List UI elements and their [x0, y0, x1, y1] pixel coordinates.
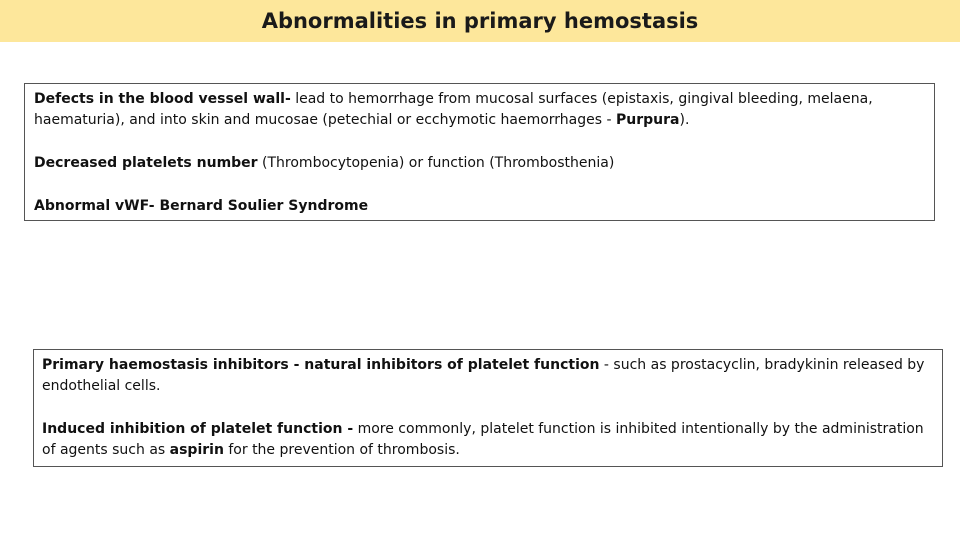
natural-inhibitors-paragraph: [42, 355, 934, 397]
inhibitors-box: [33, 349, 943, 467]
natural-inhibitors-text: - such as prostacyclin, bradykinin released by endothelial cells.: [42, 357, 925, 394]
induced-inhibition-text: more commonly, platelet function is inhibited intentionally by the administration of agents such as: [42, 421, 924, 458]
platelets-text: (Thrombocytopenia) or function (Thrombosthenia): [257, 155, 615, 171]
vwf-paragraph: [34, 196, 925, 217]
platelets-paragraph: [34, 153, 925, 174]
vessel-wall-tail: ).: [679, 112, 690, 128]
induced-inhibition-tail: for the prevention of thrombosis.: [223, 442, 460, 458]
vessel-wall-text: lead to hemorrhage from mucosal surfaces (epistaxis, gingival bleeding, melaena, haematuria), and into skin and mucosae (petechial or ecchymotic haemorrhages -: [34, 91, 873, 128]
induced-inhibition-paragraph: [42, 419, 934, 461]
aspirin-term: aspirin: [169, 442, 224, 458]
vwf-heading: Abnormal vWF- Bernard Soulier Syndrome: [34, 198, 369, 214]
platelets-heading: Decreased platelets number: [34, 155, 258, 171]
natural-inhibitors-heading: Primary haemostasis inhibitors - natural inhibitors of platelet function: [42, 357, 600, 373]
purpura-term: Purpura: [616, 112, 680, 128]
vessel-wall-paragraph: [34, 89, 925, 131]
primary-defects-box: [24, 83, 935, 221]
vessel-wall-heading: Defects in the blood vessel wall-: [34, 91, 291, 107]
slide-title: Abnormalities in primary hemostasis: [261, 9, 699, 33]
induced-inhibition-heading: Induced inhibition of platelet function -: [42, 421, 354, 437]
title-bar: [0, 0, 960, 42]
